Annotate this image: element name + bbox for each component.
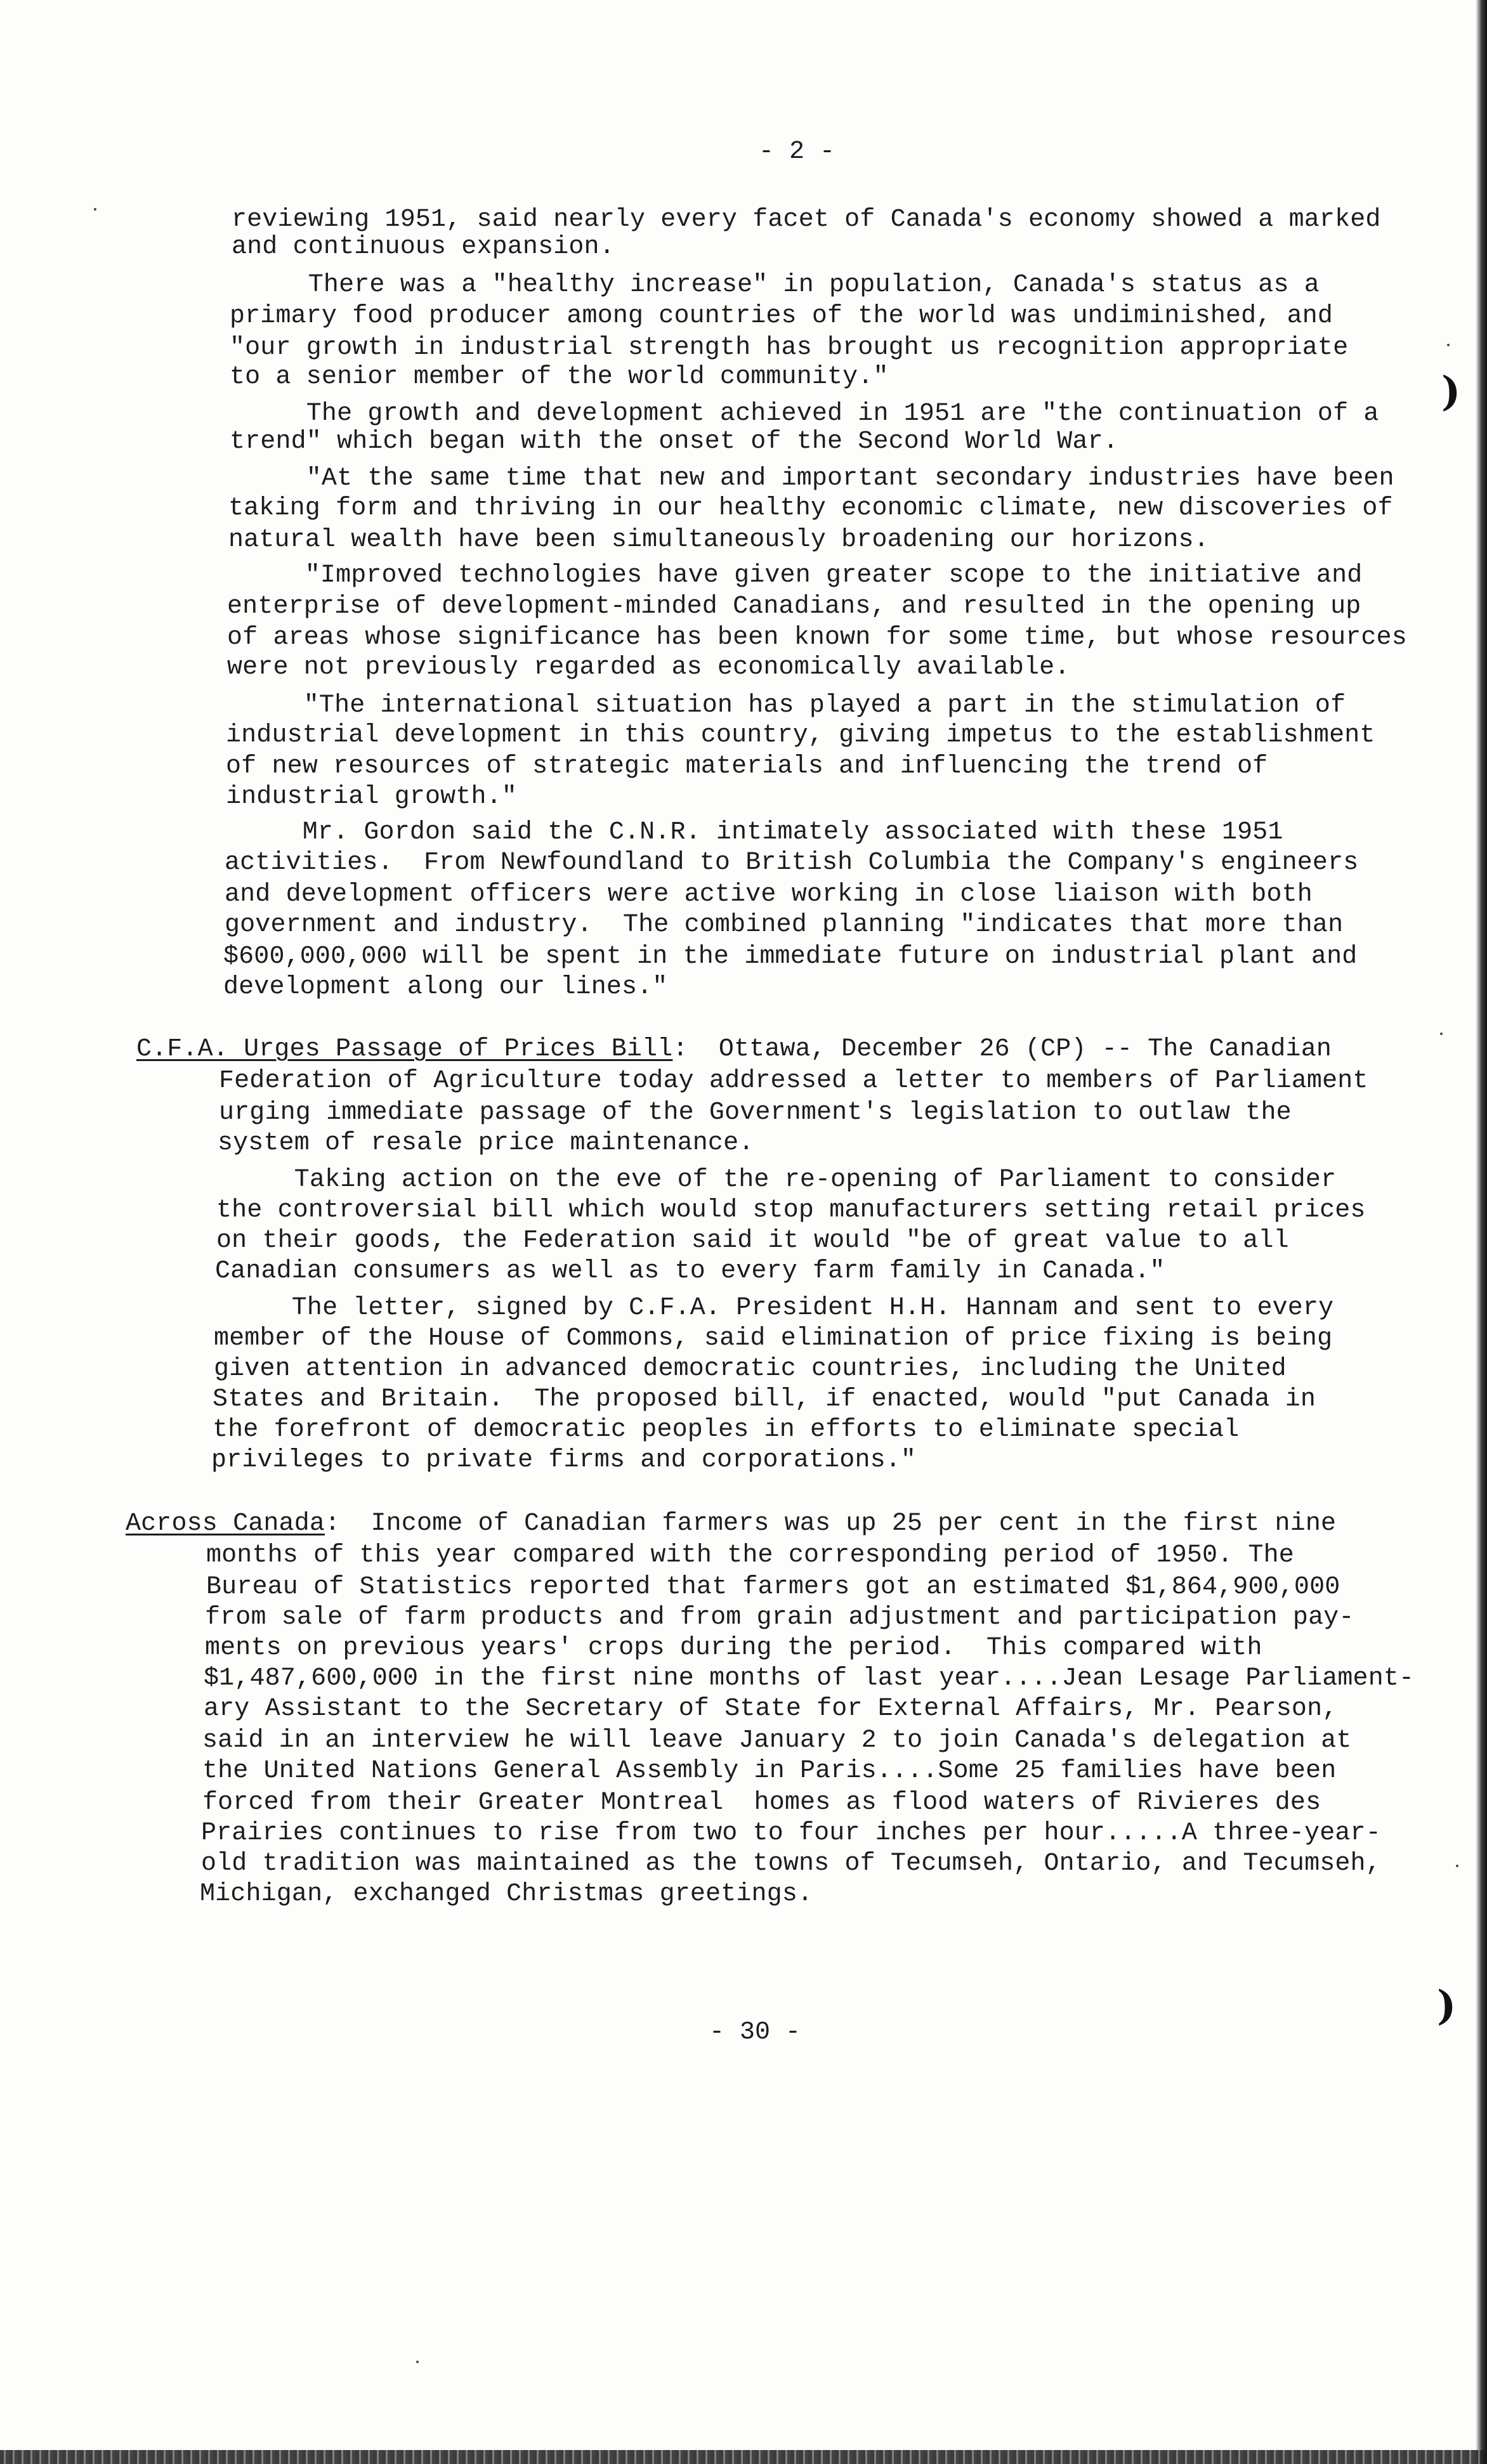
- intro-line: activities. From Newfoundland to British Columbia the Company's engineers: [225, 849, 1359, 877]
- intro-line: $600,000,000 will be spent in the immediate future on industrial plant and: [223, 942, 1358, 971]
- intro-line: "Improved technologies have given greater scope to the initiative and: [228, 561, 1363, 590]
- across-heading: Across Canada: [126, 1509, 325, 1538]
- across-line: forced from their Greater Montreal homes as flood waters of Rivieres des: [202, 1789, 1321, 1817]
- scan-bottom-edge: [0, 2450, 1487, 2464]
- intro-line: taking form and thriving in our healthy economic climate, new discoveries of: [228, 494, 1393, 523]
- intro-line: development along our lines.": [223, 973, 668, 1001]
- intro-line: of new resources of strategic materials and influencing the trend of: [226, 752, 1268, 781]
- across-line: $1,487,600,000 in the first nine months of last year....Jean Lesage Parliament-: [204, 1664, 1415, 1693]
- cfa-line: The letter, signed by C.F.A. President H.H. Hannam and sent to every: [215, 1294, 1334, 1322]
- intro-line: trend" which began with the onset of the Second World War.: [230, 427, 1118, 456]
- top-page-number: - 2 -: [759, 138, 835, 166]
- cfa-line: the forefront of democratic peoples in efforts to eliminate special: [213, 1416, 1240, 1444]
- intro-line: "our growth in industrial strength has brought us recognition appropriate: [230, 334, 1349, 362]
- intro-line: "The international situation has played a part in the stimulation of: [227, 691, 1346, 720]
- cfa-line: States and Britain. The proposed bill, if enacted, would "put Canada in: [213, 1385, 1316, 1414]
- across-line: the United Nations General Assembly in Paris....Some 25 families have been: [202, 1757, 1337, 1785]
- across-line: from sale of farm products and from grain adjustment and participation pay-: [205, 1603, 1354, 1632]
- scan-speck: [1456, 1865, 1458, 1867]
- binder-mark-upper: ): [1441, 368, 1461, 415]
- cfa-line: Taking action on the eve of the re-opening of Parliament to consider: [218, 1166, 1337, 1194]
- bottom-page-number: - 30 -: [709, 2018, 801, 2047]
- across-line: ments on previous years' crops during the period. This compared with: [205, 1634, 1262, 1662]
- across-line: Bureau of Statistics reported that farmers got an estimated $1,864,900,000: [206, 1573, 1340, 1601]
- intro-line: primary food producer among countries of the world was undiminished, and: [230, 302, 1333, 330]
- across-line: months of this year compared with the corresponding period of 1950. The: [206, 1541, 1294, 1570]
- intro-line: were not previously regarded as economically available.: [227, 653, 1070, 682]
- intro-line: to a senior member of the world community.": [230, 363, 889, 391]
- intro-line: of areas whose significance has been known for some time, but whose resources: [227, 623, 1407, 652]
- across-line: ary Assistant to the Secretary of State for External Affairs, Mr. Pearson,: [204, 1695, 1338, 1723]
- cfa-line: given attention in advanced democratic countries, including the United: [214, 1355, 1287, 1383]
- scan-speck: [1440, 1033, 1443, 1035]
- intro-line: enterprise of development-minded Canadians, and resulted in the opening up: [227, 592, 1361, 621]
- cfa-line: on their goods, the Federation said it would "be of great value to all: [216, 1227, 1289, 1255]
- cfa-line: Federation of Agriculture today addressed a letter to members of Parliament: [219, 1067, 1368, 1095]
- intro-line: industrial development in this country, giving impetus to the establishment: [226, 721, 1375, 750]
- intro-line: There was a "healthy increase" in population, Canada's status as a: [232, 271, 1320, 299]
- scan-speck: [416, 2361, 419, 2363]
- across-line: Michigan, exchanged Christmas greetings.: [200, 1880, 813, 1908]
- intro-line: and continuous expansion.: [232, 233, 615, 261]
- scan-speck: [1447, 344, 1450, 346]
- intro-line: and development officers were active working in close liaison with both: [225, 880, 1313, 909]
- intro-line: "At the same time that new and important secondary industries have been: [230, 464, 1394, 493]
- across-line: Prairies continues to rise from two to four inches per hour.....A three-year-: [201, 1819, 1381, 1848]
- across-line: said in an interview he will leave January 2 to join Canada's delegation at: [202, 1726, 1352, 1755]
- intro-line: Mr. Gordon said the C.N.R. intimately associated with these 1951: [226, 818, 1283, 847]
- across-first-line: [126, 1508, 1336, 1540]
- binder-mark-lower: ): [1437, 1982, 1457, 2030]
- intro-line: natural wealth have been simultaneously broadening our horizons.: [228, 526, 1209, 554]
- intro-line: The growth and development achieved in 1951 are "the continuation of a: [230, 400, 1379, 428]
- intro-line: reviewing 1951, said nearly every facet of Canada's economy showed a marked: [232, 205, 1381, 234]
- cfa-first-line: [136, 1034, 1332, 1066]
- across-lead: : Income of Canadian farmers was up 25 per cent in the first nine: [325, 1509, 1337, 1538]
- cfa-dateline: : Ottawa, December 26 (CP) -- The Canadian: [672, 1035, 1332, 1064]
- across-line: old tradition was maintained as the towns of Tecumseh, Ontario, and Tecumseh,: [201, 1849, 1381, 1878]
- cfa-line: urging immediate passage of the Government's legislation to outlaw the: [219, 1098, 1292, 1127]
- scan-speck: [94, 208, 96, 211]
- cfa-line: member of the House of Commons, said elimination of price fixing is being: [214, 1324, 1333, 1353]
- scan-right-edge: [1476, 0, 1487, 2464]
- cfa-heading: C.F.A. Urges Passage of Prices Bill: [136, 1035, 673, 1064]
- cfa-line: privileges to private firms and corporations.": [211, 1446, 917, 1475]
- intro-line: industrial growth.": [226, 783, 517, 811]
- cfa-line: Canadian consumers as well as to every farm family in Canada.": [215, 1257, 1165, 1286]
- intro-line: government and industry. The combined planning "indicates that more than: [225, 911, 1344, 939]
- cfa-line: system of resale price maintenance.: [218, 1129, 754, 1157]
- cfa-line: the controversial bill which would stop manufacturers setting retail prices: [216, 1196, 1366, 1225]
